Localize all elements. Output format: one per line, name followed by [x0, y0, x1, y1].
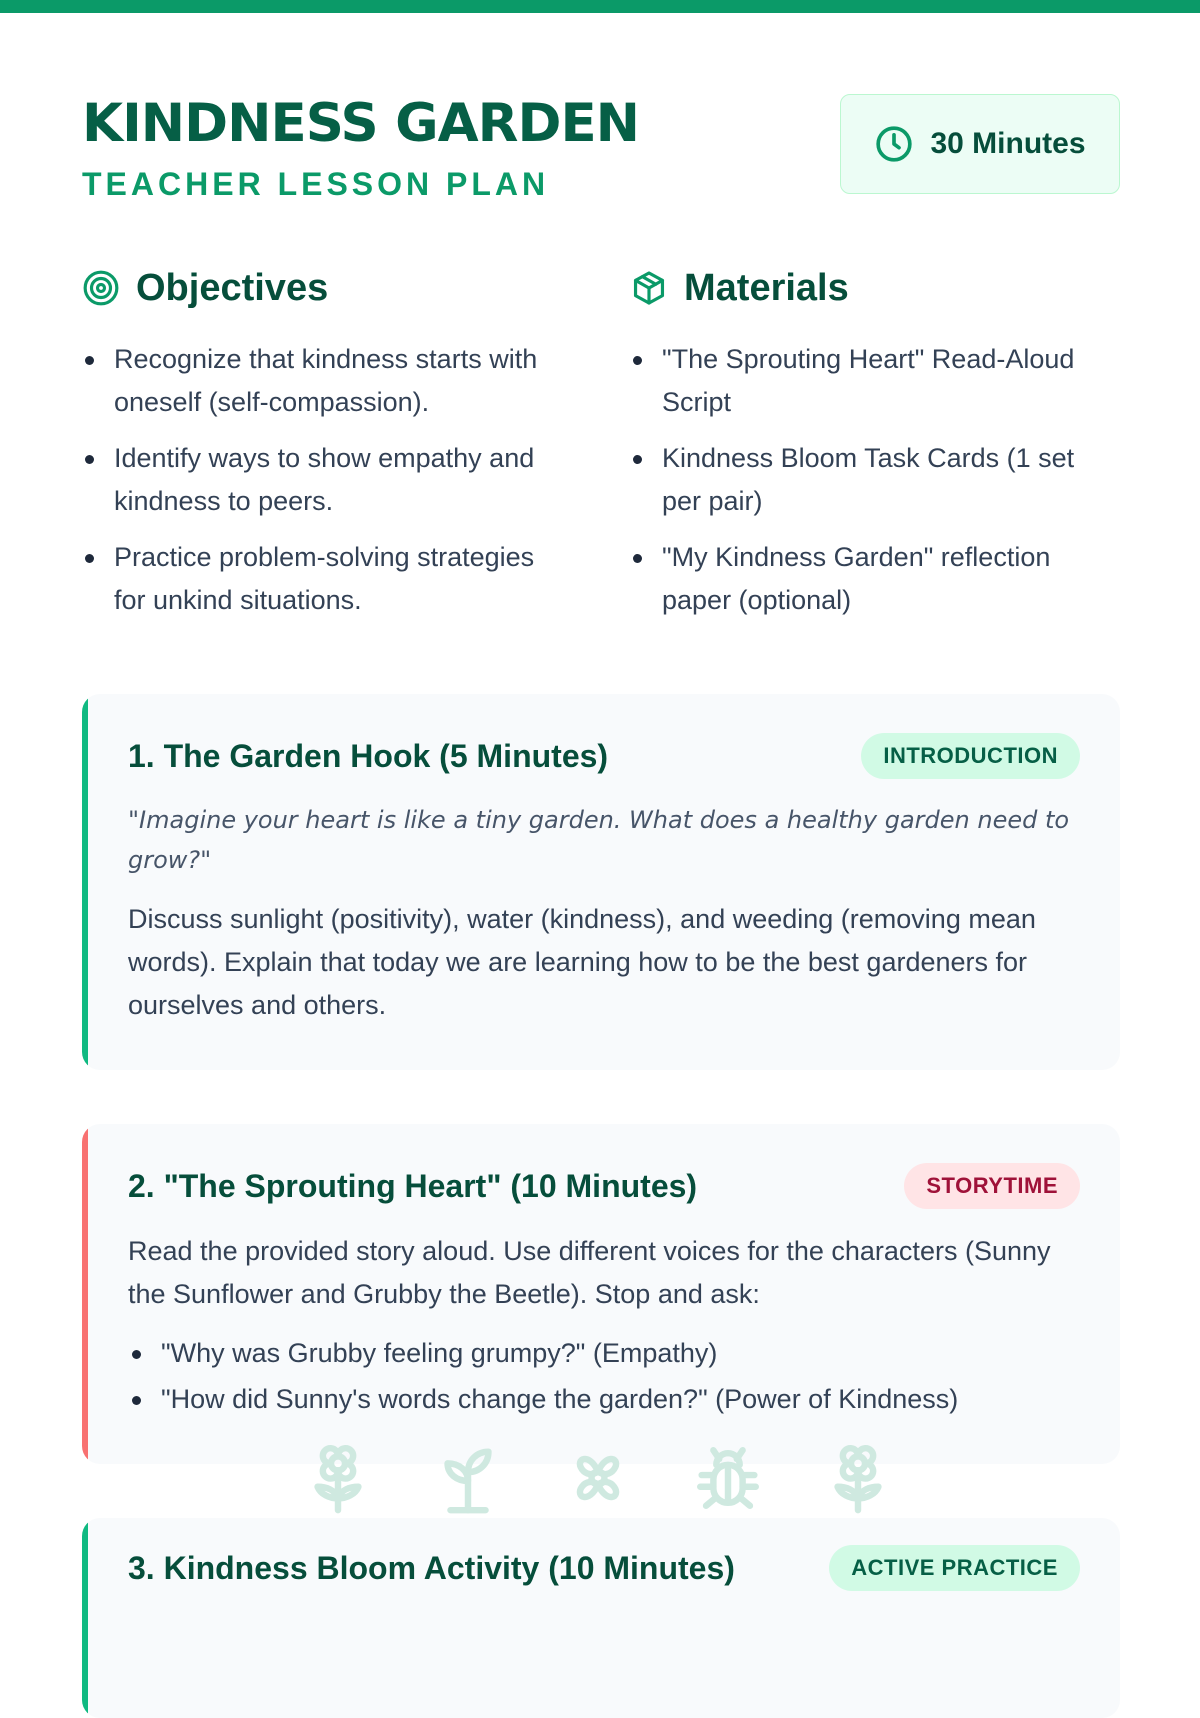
question-list: [128, 1332, 1070, 1421]
objectives-heading: Objectives: [136, 266, 329, 309]
page-title: KINDNESS GARDEN: [82, 93, 640, 154]
bug-icon: [692, 1440, 764, 1516]
card-header: [128, 1162, 1080, 1210]
materials-column: [630, 258, 1110, 615]
list-item: "How did Sunny's words change the garden?" (Power of Kindness): [128, 1378, 1070, 1421]
duration-badge: [840, 94, 1120, 194]
target-icon: [82, 269, 120, 307]
materials-heading-row: [630, 258, 1110, 318]
list-item: Practice problem-solving strategies for unkind situations.: [82, 536, 562, 622]
page-subtitle: TEACHER LESSON PLAN: [82, 166, 550, 202]
list-item: "The Sprouting Heart" Read-Aloud Script: [630, 338, 1110, 424]
flower-icon: [302, 1440, 374, 1516]
header: [82, 92, 1120, 212]
materials-list: [630, 338, 1110, 635]
list-item: "Why was Grubby feeling grumpy?" (Empathy): [128, 1332, 1070, 1375]
section-tag: ACTIVE PRACTICE: [829, 1545, 1080, 1591]
section-card-introduction: [82, 694, 1120, 1070]
flower-icon: [822, 1440, 894, 1516]
section-card-active-practice: [82, 1518, 1120, 1718]
section-title: 1. The Garden Hook (5 Minutes): [128, 737, 609, 774]
objectives-heading-row: [82, 258, 562, 318]
list-item: "My Kindness Garden" reflection paper (optional): [630, 536, 1110, 622]
section-title: 2. "The Sprouting Heart" (10 Minutes): [128, 1167, 698, 1204]
materials-heading: Materials: [684, 266, 849, 309]
list-item: Identify ways to show empathy and kindness to peers.: [82, 437, 562, 523]
duration-text: 30 Minutes: [930, 127, 1086, 160]
top-accent-bar: [0, 0, 1200, 13]
section-text: Discuss sunlight (positivity), water (kindness), and weeding (removing mean words). Explain that today we are learning how to be the best gardeners for ourselves and others.: [128, 904, 1036, 1020]
section-tag: STORYTIME: [904, 1163, 1080, 1209]
box-icon: [630, 269, 668, 307]
card-header: [128, 1544, 1080, 1592]
clock-icon: [874, 124, 914, 164]
section-tag: INTRODUCTION: [861, 733, 1080, 779]
section-title: 3. Kindness Bloom Activity (10 Minutes): [128, 1549, 735, 1586]
section-quote: "Imagine your heart is like a tiny garden. What does a healthy garden need to grow?": [128, 806, 1070, 874]
objectives-materials: [82, 258, 1120, 638]
sprout-icon: [432, 1440, 504, 1516]
card-accent: [82, 694, 88, 1070]
card-header: [128, 732, 1080, 780]
section-card-storytime: [82, 1124, 1120, 1464]
card-body: [128, 800, 1070, 1027]
card-accent: [82, 1124, 88, 1464]
clover-icon: [562, 1440, 634, 1516]
section-text: Read the provided story aloud. Use different voices for the characters (Sunny the Sunflower and Grubby the Beetle). Stop and ask:: [128, 1236, 1051, 1309]
list-item: Kindness Bloom Task Cards (1 set per pair): [630, 437, 1110, 523]
decorative-icon-row: [222, 1440, 822, 1520]
objectives-list: [82, 338, 562, 635]
objectives-column: [82, 258, 562, 615]
card-body: [128, 1230, 1070, 1424]
card-accent: [82, 1518, 88, 1718]
list-item: Recognize that kindness starts with oneself (self-compassion).: [82, 338, 562, 424]
